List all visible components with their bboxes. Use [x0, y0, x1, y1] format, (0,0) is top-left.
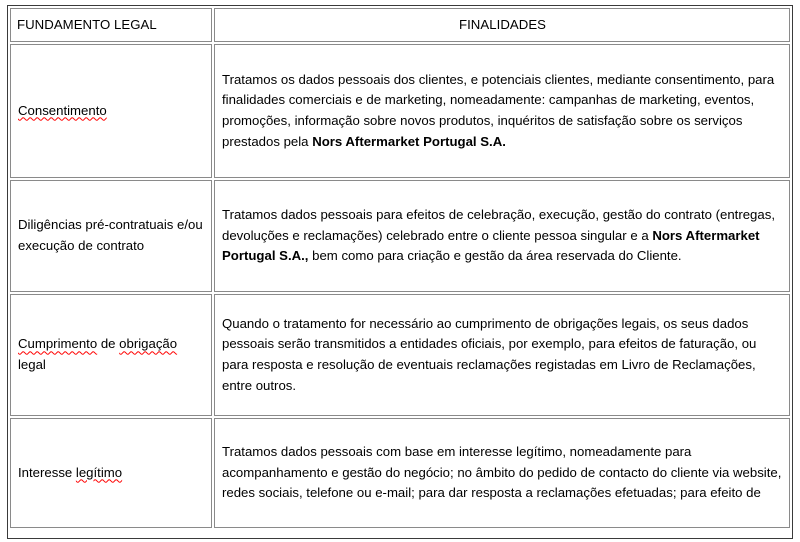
cell-legal-basis-legal-obligation	[10, 294, 212, 416]
cell-purpose-precontract	[214, 180, 790, 292]
cell-legal-basis-precontract	[10, 180, 212, 292]
table-row	[10, 44, 790, 178]
purpose-paragraph	[222, 205, 785, 267]
purpose-text-run: Tratamos dados pessoais para efeitos de celebração, execução, gestão do contrato (entregas, devoluções e reclamações) celebrado entre o cliente pessoa singular e a	[222, 207, 775, 243]
spellcheck-word: Cumprimento	[18, 336, 98, 352]
header-label-purposes: FINALIDADES	[458, 16, 547, 32]
legal-basis-purposes-table	[8, 6, 792, 530]
legal-basis-label	[18, 463, 206, 484]
header-label-legal-basis: FUNDAMENTO LEGAL	[17, 16, 157, 32]
purpose-paragraph	[222, 70, 785, 152]
legal-basis-text-run: de	[97, 336, 120, 352]
cell-legal-basis-consent	[10, 44, 212, 178]
table-row	[10, 418, 790, 528]
cell-purpose-consent	[214, 44, 790, 178]
legal-basis-label	[18, 101, 206, 122]
cell-purpose-legal-obligation	[214, 294, 790, 416]
spellcheck-word: Consentimento	[18, 102, 107, 118]
purpose-text-run-tail: bem como para criação e gestão da área reservada do Cliente.	[308, 248, 682, 264]
legal-basis-label	[18, 334, 206, 375]
table-row	[10, 180, 790, 292]
purpose-paragraph: Tratamos dados pessoais com base em interesse legítimo, nomeadamente para acompanhamento e gestão do negócio; no âmbito do pedido de contacto do cliente via website, redes sociais, telefone ou e-mail; para dar resposta a reclamações efetuadas; para efeito de	[222, 444, 782, 501]
spellcheck-word: legítimo	[75, 464, 123, 480]
table-row	[10, 294, 790, 416]
purpose-text-run: Tratamos os dados pessoais dos clientes, e potenciais clientes, mediante consentimento, para finalidades comerciais e de marketing, nomeadamente: campanhas de marketing, eventos, promoções, informação sobre novos produtos, inquéritos de satisfação sobre os serviços prestados pela	[222, 71, 775, 149]
company-name: Nors Aftermarket Portugal S.A.,	[222, 227, 760, 264]
company-name: Nors Aftermarket Portugal S.A.	[312, 133, 506, 149]
legal-basis-label: Diligências pré-contratuais e/ou execução de contrato	[18, 217, 203, 253]
cell-purpose-legitimate-interest	[214, 418, 790, 528]
spellcheck-word: obrigação	[119, 336, 178, 352]
legal-basis-text-run: Interesse	[18, 464, 76, 480]
cell-legal-basis-legitimate-interest	[10, 418, 212, 528]
legal-basis-table-frame	[7, 5, 793, 539]
purpose-paragraph: Quando o tratamento for necessário ao cumprimento de obrigações legais, os seus dados pessoais serão transmitidos a entidades oficiais, por exemplo, para efeitos de faturação, ou para resposta e resolução de eventuais reclamações registadas em Livro de Reclamações, entre outros.	[222, 315, 757, 393]
legal-basis-text-run-tail: legal	[18, 357, 46, 372]
header-cell-purposes	[214, 8, 790, 42]
table-header-row	[10, 8, 790, 42]
header-cell-legal-basis	[10, 8, 212, 42]
